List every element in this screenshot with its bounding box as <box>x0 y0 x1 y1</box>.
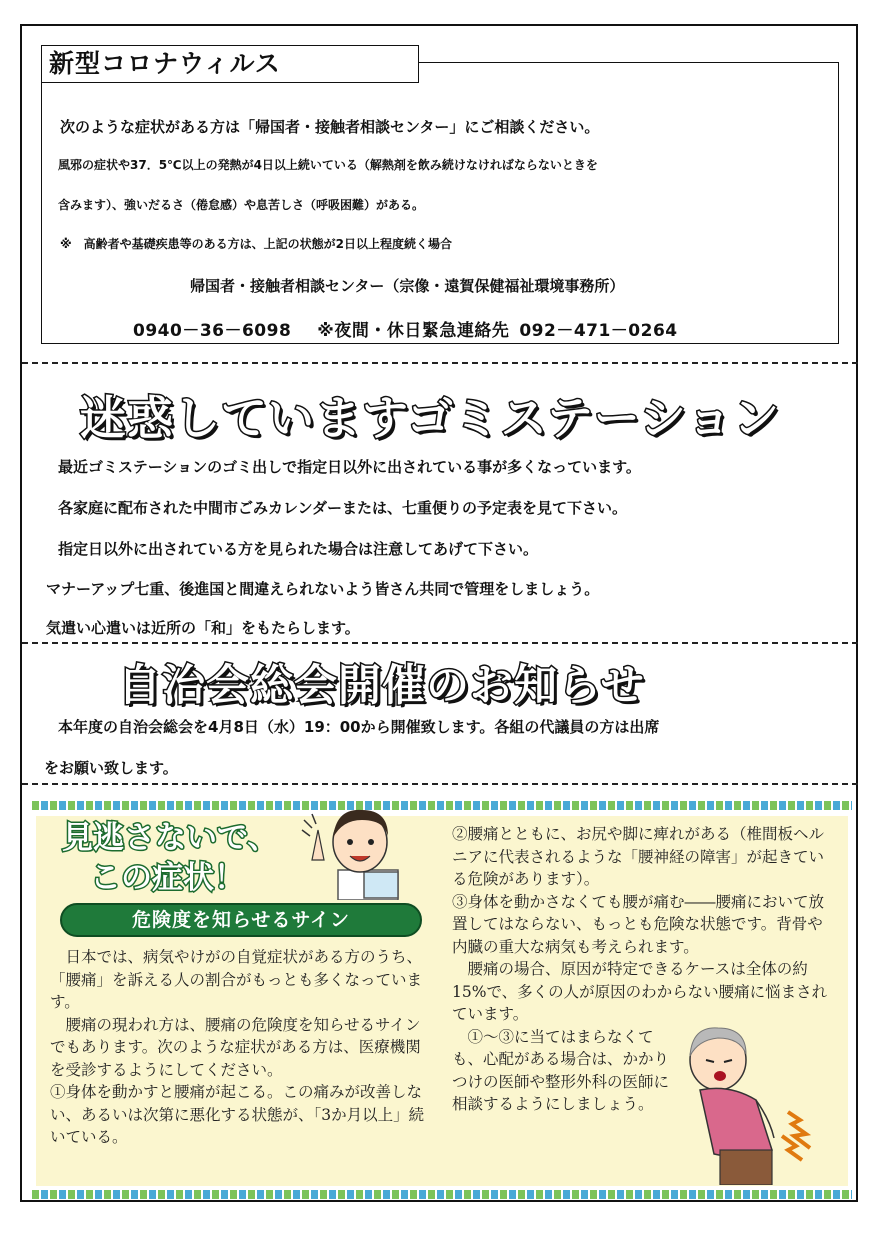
corona-line-2: 風邪の症状や37．5℃以上の発熱が4日以上続いている（解熱剤を飲み続けなければならないときを <box>58 158 598 172</box>
health-title-line-2: この症状！ <box>90 860 245 896</box>
right-paragraph-2: ③身体を動かさなくても腰が痛む――腰痛において放置してはならない、もっとも危険な状態です。背骨や内臓の重大な病気も考えられます。 <box>452 892 825 956</box>
corona-line-1: 次のような症状がある方は「帰国者・接触者相談センター」にご相談ください。 <box>60 118 600 136</box>
section-divider <box>22 362 858 364</box>
health-left-column <box>50 946 430 1149</box>
section-divider <box>22 642 858 644</box>
left-paragraph-2: 腰痛の現われ方は、腰痛の危険度を知らせるサインでもあります。次のような症状がある方は、医療機関を受診するようにしてください。 <box>50 1015 421 1079</box>
general-meeting-heading: 自治会総会開催のお知らせ <box>118 661 645 711</box>
corona-line-4: ※ 高齢者や基礎疾患等のある方は、上記の状態が2日以上程度続く場合 <box>60 237 453 251</box>
garbage-heading: 迷惑していますゴミステーション <box>80 391 780 445</box>
health-title <box>62 818 278 898</box>
main-phone: 0940－36－6098 <box>133 321 292 341</box>
left-paragraph-1: 日本では、病気やけがの自覚症状がある方のうち、「腰痛」を訴える人の割合がもっとも多くなっています。 <box>50 948 423 1011</box>
corona-line-3: 含みます）、強いだるさ（倦怠感）や息苦しさ（呼吸困難）がある。 <box>58 198 425 212</box>
dotted-border-top <box>32 801 852 810</box>
corona-title: 新型コロナウィルス <box>41 45 419 83</box>
health-title-line-1: 見逃さないで、 <box>62 820 279 856</box>
left-paragraph-3: ①身体を動かすと腰痛が起こる。この痛みが改善しない、あるいは次第に悪化する状態が、「3か月以上」続いている。 <box>50 1083 425 1146</box>
night-phone: 092－471－0264 <box>519 321 678 341</box>
right-paragraph-1: ②腰痛とともに、お尻や脚に痺れがある（椎間板ヘルニアに代表されるような「腰神経の障害」が起きている危険があります）。 <box>452 825 825 888</box>
dotted-border-bottom <box>32 1190 852 1199</box>
right-paragraph-3: 腰痛の場合、原因が特定できるケースは全体の約15%で、多くの人が原因のわからない腰痛に悩まされています。 <box>452 960 828 1023</box>
contact-phones <box>133 316 678 341</box>
night-contact-label: ※夜間・休日緊急連絡先 <box>317 321 510 341</box>
consultation-center-name: 帰国者・接触者相談センター（宗像・遠賀保健福祉環境事務所） <box>190 277 625 295</box>
garbage-line-4: マナーアップ七重、後進国と間違えられないよう皆さん共同で管理をしましょう。 <box>46 580 600 598</box>
garbage-line-3: 指定日以外に出されている方を見られた場合は注意してあげて下さい。 <box>58 540 539 558</box>
garbage-line-2: 各家庭に配布された中間市ごみカレンダーまたは、七重便りの予定表を見て下さい。 <box>58 499 628 517</box>
danger-sign-bar: 危険度を知らせるサイン <box>60 903 422 937</box>
meeting-line-2: をお願い致します。 <box>44 759 178 777</box>
meeting-line-1: 本年度の自治会総会を4月8日（水）19：00から開催致します。各組の代議員の方は出席 <box>58 718 660 736</box>
doctor-illustration <box>298 800 428 900</box>
garbage-line-1: 最近ゴミステーションのゴミ出しで指定日以外に出されている事が多くなっています。 <box>58 458 641 476</box>
right-paragraph-4: ①～③に当てはまらなくても、心配がある場合は、かかりつけの医師や整形外科の医師に相談するようにしましょう。 <box>452 1027 670 1113</box>
section-divider <box>22 783 858 785</box>
back-pain-woman-illustration <box>660 1020 840 1185</box>
garbage-line-5: 気遣い心遣いは近所の「和」をもたらします。 <box>46 619 360 637</box>
